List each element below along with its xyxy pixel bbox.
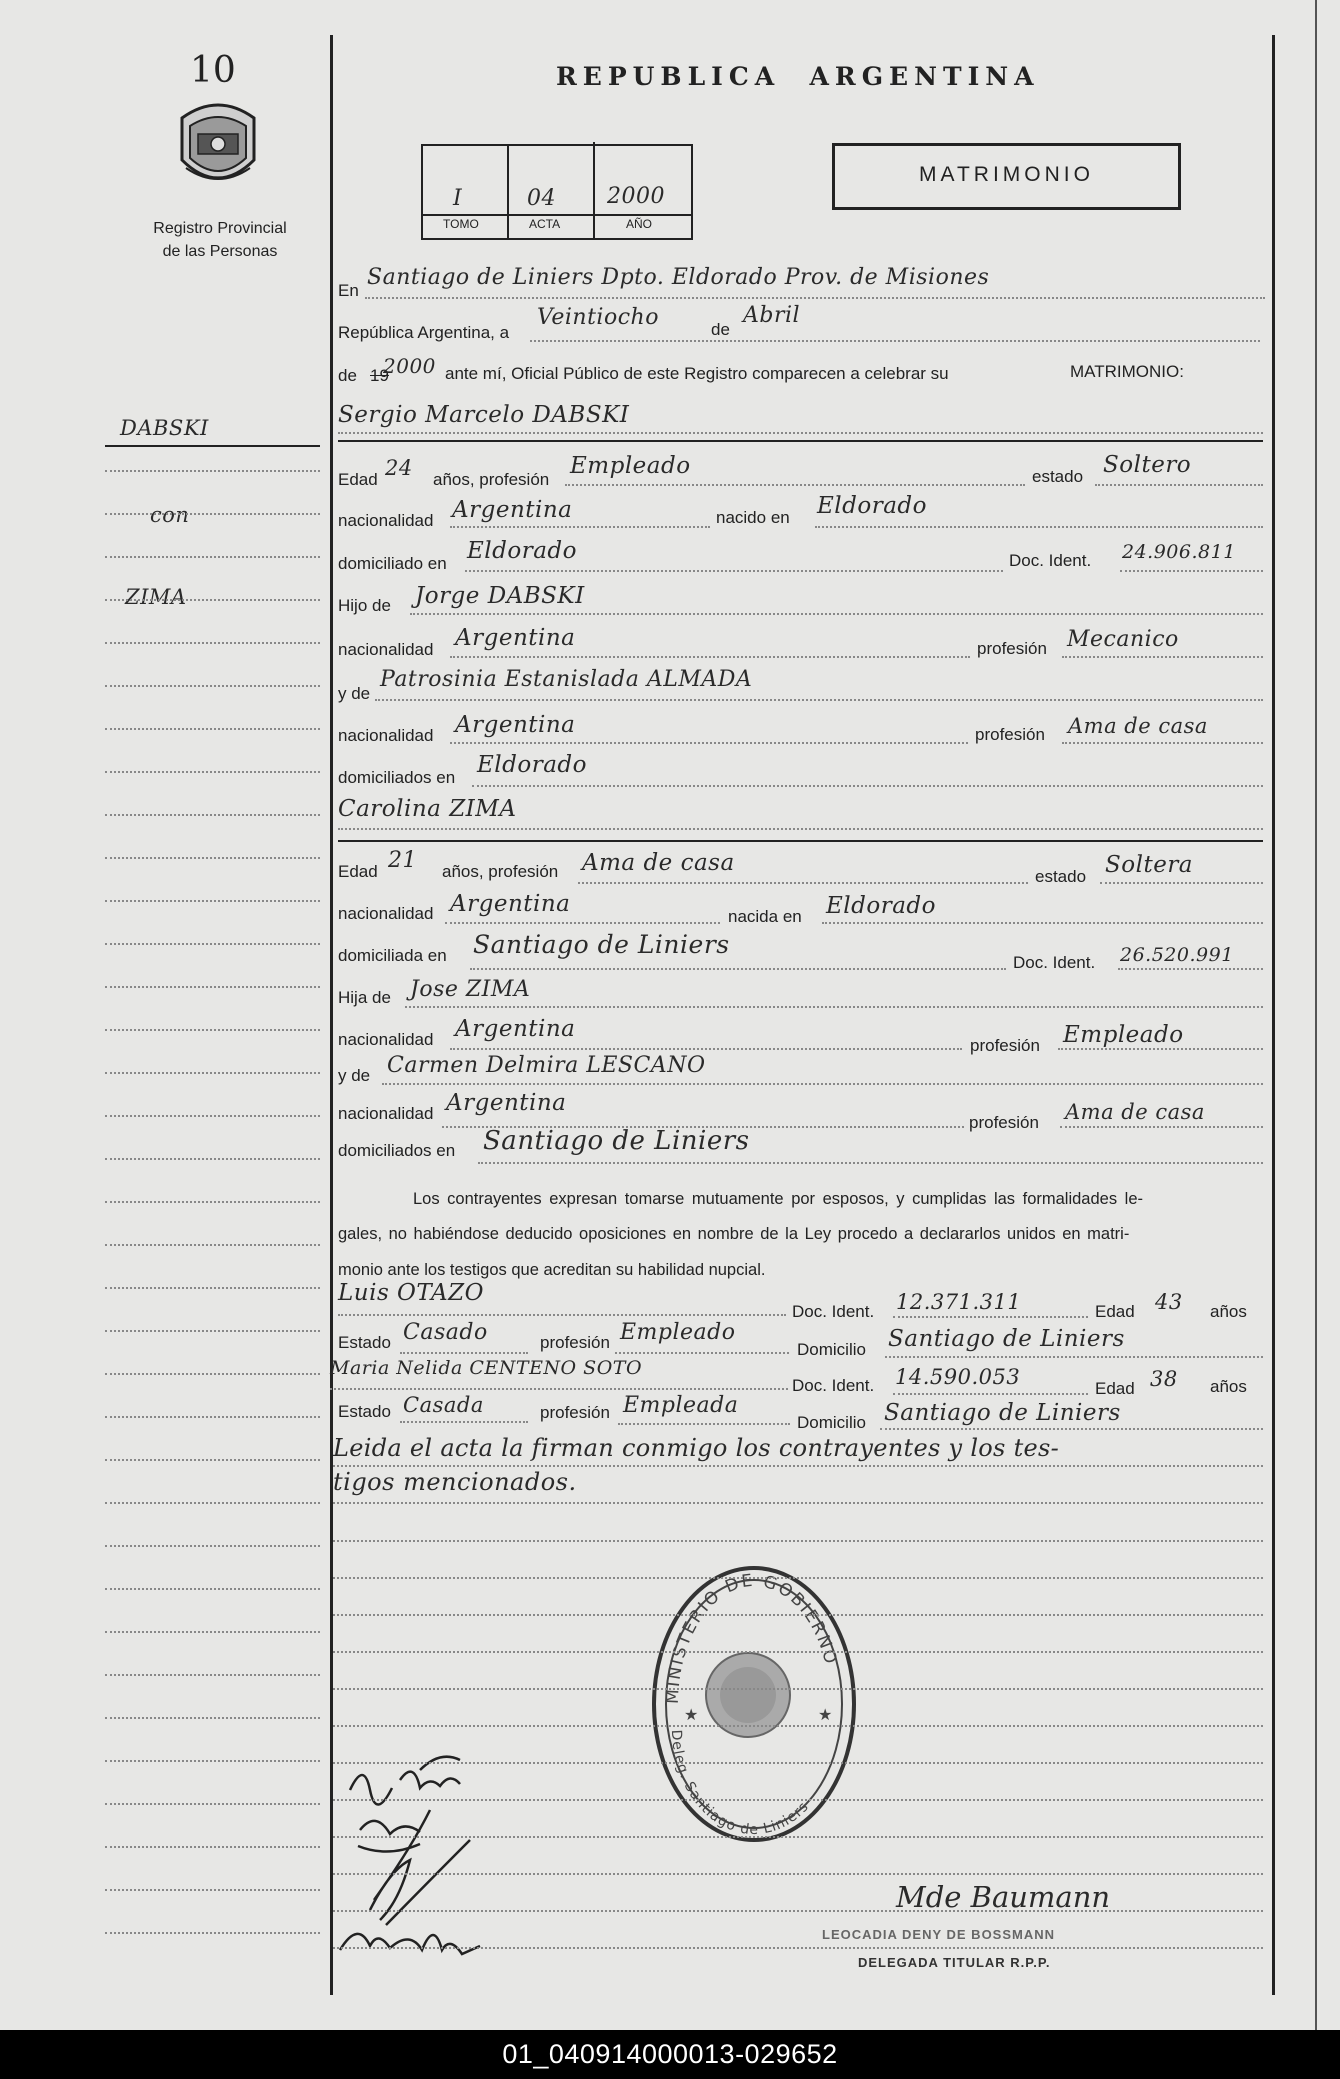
label-ante: ante mí, Oficial Público de este Registro comparecen a celebrar su (445, 364, 949, 383)
ministry-seal-icon (648, 1560, 860, 1848)
statement-line1: Los contrayentes expresan tomarse mutuamente por esposos, y cumplidas las formalidades le- (413, 1190, 1144, 1208)
label-groom-domiciliado: domiciliado en (338, 554, 447, 573)
witness2-age: 38 (1150, 1367, 1178, 1391)
registry-name-line2: de las Personas (162, 243, 278, 260)
tomo-label: TOMO (443, 217, 479, 231)
label-witness2-doc: Doc. Ident. (792, 1376, 875, 1395)
label-groom-profesion: años, profesión (433, 470, 550, 489)
label-bride-father-prof: profesión (970, 1036, 1040, 1055)
witness2-name: Maria Nelida CENTENO SOTO (330, 1357, 643, 1379)
groom-mother-profession: Ama de casa (1068, 714, 1208, 738)
margin-surname2: ZIMA (125, 585, 187, 609)
margin-rule (105, 1760, 320, 1762)
label-witness2-anos: años (1210, 1377, 1247, 1396)
blank-rule (333, 1688, 1263, 1690)
label-groom-nacido: nacido en (716, 508, 790, 527)
margin-rule (105, 1330, 320, 1332)
blank-rule (333, 1910, 1263, 1912)
margin-rule (105, 1416, 320, 1418)
blank-rule (333, 1614, 1263, 1616)
margin-rule (105, 1674, 320, 1676)
svg-text:★: ★ (684, 1707, 699, 1724)
label-bride-father-nac: nacionalidad (338, 1030, 434, 1049)
bride-domicile: Santiago de Liniers (473, 930, 730, 959)
ano-value: 2000 (607, 184, 665, 209)
label-bride-nacida: nacida en (728, 907, 802, 926)
label-groom-estado: estado (1032, 467, 1084, 486)
document-type: MATRIMONIO (919, 163, 1094, 186)
margin-rule (105, 556, 320, 558)
act-year: 2000 (383, 354, 436, 378)
label-bride-hija: Hija de (338, 988, 391, 1007)
label-de-year: de (338, 366, 357, 385)
witness1-age: 43 (1155, 1290, 1183, 1314)
groom-parents-domicile: Eldorado (477, 752, 587, 778)
blank-rule (333, 1836, 1263, 1838)
svg-text:★: ★ (818, 1707, 833, 1724)
blank-rule (333, 1947, 1263, 1949)
witness1-name: Luis OTAZO (338, 1280, 484, 1306)
act-day: Veintiocho (537, 305, 659, 330)
tomo-value: I (453, 186, 463, 211)
margin-rule (105, 1631, 320, 1633)
bride-name: Carolina ZIMA (338, 796, 517, 822)
document-type-box (832, 143, 1181, 210)
groom-age: 24 (385, 456, 413, 480)
label-bride-mother-prof: profesión (969, 1113, 1039, 1132)
margin-rule (105, 900, 320, 902)
blank-rule (333, 1725, 1263, 1727)
label-groom-yde: y de (338, 684, 371, 703)
groom-name: Sergio Marcelo DABSKI (338, 402, 630, 428)
label-bride-domiciliada: domiciliada en (338, 946, 447, 965)
margin-rule (105, 1158, 320, 1160)
bride-birthplace: Eldorado (826, 893, 936, 919)
ano-label: AÑO (626, 217, 653, 231)
label-witness2-domicilio: Domicilio (797, 1413, 866, 1432)
margin-rule (105, 857, 320, 859)
margin-rule (105, 1029, 320, 1031)
witness1-doc: 12.371.311 (896, 1290, 1022, 1314)
margin-rule (105, 1588, 320, 1590)
label-groom-father-prof: profesión (977, 639, 1047, 658)
statement-line2: gales, no habiéndose deducido oposiciones en nombre de la Ley procedo a declararlos unidos en matri- (338, 1225, 1130, 1243)
margin-rule (105, 1115, 320, 1117)
margin-rule (105, 513, 320, 515)
bride-mother-profession: Ama de casa (1065, 1100, 1205, 1124)
witness1-profession: Empleado (620, 1320, 736, 1345)
groom-profession: Empleado (570, 453, 691, 479)
witness2-doc: 14.590.053 (895, 1365, 1021, 1389)
margin-surname1: DABSKI (120, 416, 209, 440)
official-stamp-line2: DELEGADA TITULAR R.P.P. (858, 1955, 1051, 1970)
margin-rule (105, 1244, 320, 1246)
margin-rule (105, 1072, 320, 1074)
page-number: 10 (190, 50, 236, 91)
svg-text:Deleg. Santiago de Liniers: Deleg. Santiago de Liniers (667, 1729, 813, 1839)
label-bride-profesion: años, profesión (442, 862, 559, 881)
margin-rule (105, 1287, 320, 1289)
record-reference-box (421, 144, 693, 240)
margin-rule (105, 771, 320, 773)
label-witness1-doc: Doc. Ident. (792, 1302, 875, 1321)
bride-doc: 26.520.991 (1120, 944, 1234, 966)
margin-rule (105, 1201, 320, 1203)
registry-name-line1: Registro Provincial (153, 220, 287, 237)
label-witness1-anos: años (1210, 1302, 1247, 1321)
official-stamp-line1: LEOCADIA DENY DE BOSSMANN (822, 1927, 1056, 1942)
bride-mother-nationality: Argentina (446, 1090, 567, 1116)
label-groom-mother-nac: nacionalidad (338, 726, 434, 745)
label-witness1-edad: Edad (1095, 1302, 1135, 1321)
acta-label: ACTA (529, 217, 561, 231)
label-witness2-profesion: profesión (540, 1403, 610, 1422)
label-de-month: de (711, 320, 730, 339)
bride-father-nationality: Argentina (455, 1016, 576, 1042)
blank-rule (333, 1540, 1263, 1542)
margin-rule (105, 728, 320, 730)
groom-mother: Patrosinia Estanislada ALMADA (380, 667, 753, 692)
groom-father-nationality: Argentina (455, 625, 576, 651)
acta-value: 04 (527, 186, 556, 211)
bride-father-profession: Empleado (1063, 1022, 1184, 1048)
label-bride-mother-nac: nacionalidad (338, 1104, 434, 1123)
witness2-civil-status: Casada (403, 1393, 484, 1417)
blank-rule (333, 1651, 1263, 1653)
right-border (1272, 35, 1275, 1995)
official-signature: Mde Baumann (896, 1880, 1111, 1914)
blank-rule (333, 1799, 1263, 1801)
margin-rule (105, 1459, 320, 1461)
margin-rule (105, 642, 320, 644)
groom-father-profession: Mecanico (1067, 627, 1179, 652)
margin-rule (105, 1502, 320, 1504)
parties-signatures (330, 1750, 560, 1980)
label-groom-edad: Edad (338, 470, 378, 489)
label-bride-nacionalidad: nacionalidad (338, 904, 434, 923)
svg-text:MINISTERIO DE GOBIERNO: MINISTERIO DE GOBIERNO (662, 1570, 841, 1705)
label-groom-mother-prof: profesión (975, 725, 1045, 744)
margin-rule (105, 1932, 320, 1934)
label-groom-domiciliados: domiciliados en (338, 768, 456, 787)
groom-doc: 24.906.811 (1122, 541, 1236, 563)
margin-rule (105, 599, 320, 601)
act-place: Santiago de Liniers Dpto. Eldorado Prov. de Misiones (367, 265, 990, 290)
image-id-footer: 01_040914000013-029652 (0, 2030, 1340, 2079)
margin-rule (105, 1803, 320, 1805)
bride-parents-domicile: Santiago de Liniers (483, 1126, 750, 1156)
bride-nationality: Argentina (450, 891, 571, 917)
label-republica: República Argentina, a (338, 323, 510, 342)
groom-domicile: Eldorado (467, 538, 577, 564)
margin-rule (105, 1545, 320, 1547)
bride-civil-status: Soltera (1105, 852, 1194, 878)
witness1-domicile: Santiago de Liniers (888, 1326, 1125, 1352)
groom-mother-nationality: Argentina (455, 712, 576, 738)
label-witness1-domicilio: Domicilio (797, 1340, 866, 1359)
closing-line2: tigos mencionados. (333, 1468, 577, 1496)
label-witness1-estado: Estado (338, 1333, 391, 1352)
groom-father: Jorge DABSKI (415, 583, 585, 609)
label-groom-hijo: Hijo de (338, 596, 391, 615)
margin-rule (105, 1889, 320, 1891)
label-witness2-edad: Edad (1095, 1379, 1135, 1398)
witness1-civil-status: Casado (403, 1320, 488, 1345)
act-month: Abril (743, 303, 801, 328)
label-witness2-estado: Estado (338, 1402, 391, 1421)
label-groom-doc: Doc. Ident. (1009, 551, 1092, 570)
margin-connector: con (150, 503, 190, 527)
blank-rule (333, 1873, 1263, 1875)
label-bride-yde: y de (338, 1066, 371, 1085)
provincial-coat-of-arms-icon (172, 98, 264, 198)
margin-divider (330, 35, 333, 1995)
witness2-domicile: Santiago de Liniers (884, 1400, 1121, 1426)
label-bride-edad: Edad (338, 862, 378, 881)
margin-rule (105, 1373, 320, 1375)
bride-father: Jose ZIMA (410, 977, 531, 1002)
label-bride-doc: Doc. Ident. (1013, 953, 1096, 972)
bride-mother: Carmen Delmira LESCANO (387, 1053, 706, 1078)
margin-surname-rule (105, 445, 320, 447)
statement-line3: monio ante los testigos que acreditan su habilidad nupcial. (338, 1261, 766, 1279)
margin-rule (105, 1846, 320, 1848)
label-matrimonio: MATRIMONIO: (1070, 362, 1184, 381)
year-printed-prefix: 19 (370, 366, 389, 385)
groom-birthplace: Eldorado (817, 493, 927, 519)
groom-nationality: Argentina (452, 497, 573, 523)
label-bride-estado: estado (1035, 867, 1087, 886)
margin-rule (105, 814, 320, 816)
groom-civil-status: Soltero (1103, 452, 1192, 478)
witness2-profession: Empleada (623, 1393, 739, 1418)
label-witness1-profesion: profesión (540, 1333, 610, 1352)
margin-rule (105, 685, 320, 687)
margin-rule (105, 1717, 320, 1719)
blank-rule (333, 1577, 1263, 1579)
closing-line1: Leida el acta la firman conmigo los contrayentes y los tes- (333, 1434, 1060, 1462)
margin-rule (105, 986, 320, 988)
bride-age: 21 (388, 848, 417, 873)
margin-rule (105, 470, 320, 472)
label-bride-domiciliados: domiciliados en (338, 1141, 456, 1160)
label-groom-nacionalidad: nacionalidad (338, 511, 434, 530)
label-groom-father-nac: nacionalidad (338, 640, 434, 659)
bride-profession: Ama de casa (582, 850, 735, 876)
page-edge (1315, 0, 1317, 2030)
margin-rule (105, 943, 320, 945)
blank-rule (333, 1762, 1263, 1764)
label-en: En (338, 281, 359, 300)
country-title: REPUBLICA ARGENTINA (556, 62, 1040, 91)
